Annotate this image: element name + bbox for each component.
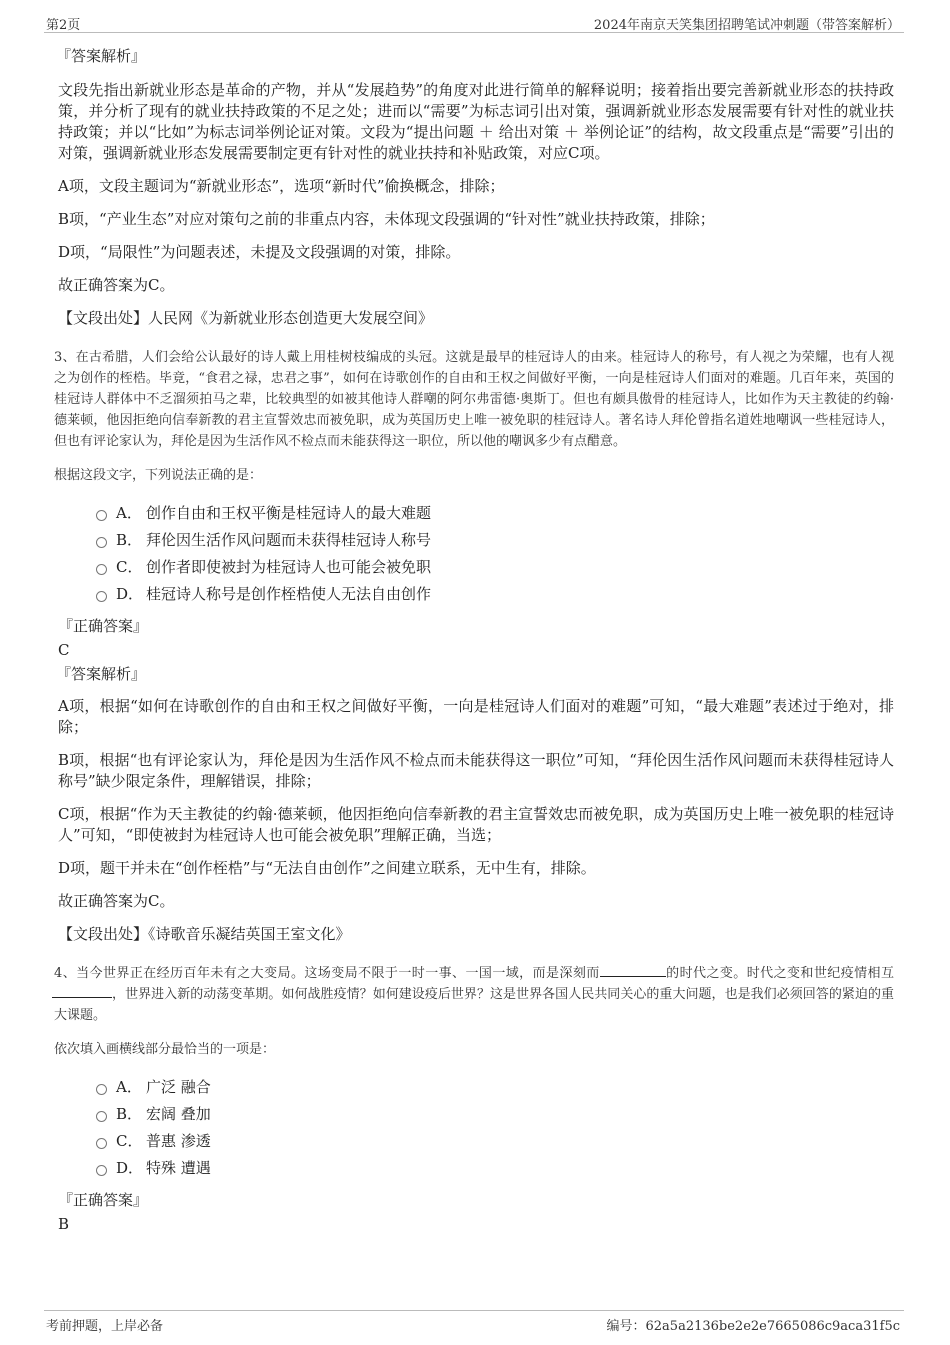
q2-analysis-a: A项，文段主题词为“新就业形态”，选项“新时代”偷换概念，排除；	[58, 177, 505, 195]
q2-analysis-b: B项，“产业生态”对应对策句之前的非重点内容，未体现文段强调的“针对性”就业扶持政策，排除；	[58, 210, 715, 228]
q3-option-d[interactable]	[96, 581, 894, 608]
blank-2	[52, 985, 112, 998]
footer-slogan: 考前押题，上岸必备	[46, 1319, 164, 1334]
option-letter: B．	[116, 531, 143, 549]
option-text: 普惠 渗透	[146, 1132, 211, 1150]
option-letter: B．	[116, 1105, 143, 1123]
page-footer	[44, 1310, 904, 1335]
option-text: 特殊 遭遇	[146, 1159, 211, 1177]
document-title: 2024年南京天笑集团招聘笔试冲刺题（带答案解析）	[593, 18, 900, 33]
option-text: 拜伦因生活作风问题而未获得桂冠诗人称号	[146, 531, 432, 549]
q3-analysis-c: C项，根据“作为天主教徒的约翰·德莱顿，他因拒绝向信奉新教的君主宣誓效忠而被免职，成为英国历史上唯一被免职的桂冠诗人”可知，“即使被封为桂冠诗人也可能会被免职”理解正确，当选；	[58, 805, 894, 844]
option-text: 创作者即使被封为桂冠诗人也可能会被免职	[146, 558, 432, 576]
q4-answer-label: 『正确答案』	[58, 1191, 149, 1209]
q4-option-b[interactable]	[96, 1101, 894, 1128]
q4-answer: B	[58, 1215, 70, 1233]
radio-icon[interactable]	[96, 510, 107, 521]
radio-icon[interactable]	[96, 564, 107, 575]
radio-icon[interactable]	[96, 1138, 107, 1149]
q3-answer-label: 『正确答案』	[58, 617, 149, 635]
q3-options	[96, 500, 894, 608]
q3-option-a[interactable]	[96, 500, 894, 527]
page-number: 第2页	[46, 18, 81, 33]
q3-analysis-d: D项，题干并未在“创作桎梏”与“无法自由创作”之间建立联系，无中生有，排除。	[58, 859, 596, 877]
q3-analysis-a: A项，根据“如何在诗歌创作的自由和王权之间做好平衡，一向是桂冠诗人们面对的难题”可知，“最大难题”表述过于绝对，排除；	[58, 697, 894, 736]
q4-stem-part2: 的时代之变。时代之变和世纪疫情相互	[665, 966, 894, 981]
q4-stem	[54, 963, 894, 1026]
option-text: 广泛 融合	[146, 1078, 211, 1096]
q4-prompt: 依次填入画横线部分最恰当的一项是：	[54, 1042, 276, 1057]
q3-option-c[interactable]	[96, 554, 894, 581]
q2-analysis-summary: 文段先指出新就业形态是革命的产物，并从“发展趋势”的角度对此进行简单的解释说明；接着指出要完善新就业形态的扶持政策，并分析了现有的就业扶持政策的不足之处；进而以“需要”为标志词引出对策，强调新就业形态发展需要有针对性的就业扶持政策；并以“比如”为标志词举例论证对策。文段为“提出问题 ＋ 给出对策 ＋ 举例论证”的结构，故文段重点是“需要”引出的对策，强调新就业形态发展需要制定更有针对性的就业扶持和补贴政策，对应C项。	[58, 81, 894, 162]
option-text: 宏阔 叠加	[146, 1105, 211, 1123]
option-letter: C．	[116, 1132, 143, 1150]
document-body	[56, 46, 894, 1238]
q3-analysis-label: 『答案解析』	[56, 665, 147, 683]
q3-answer: C	[58, 641, 70, 659]
q3-source: 【文段出处】《诗歌音乐凝结英国王室文化》	[58, 925, 351, 943]
q3-stem: 3、在古希腊，人们会给公认最好的诗人戴上用桂树枝编成的头冠。这就是最早的桂冠诗人的由来。桂冠诗人的称号，有人视之为荣耀，也有人视之为创作的桎梏。毕竟，“食君之禄，忠君之事”，如何在诗歌创作的自由和王权之间做好平衡，一向是桂冠诗人们面对的难题。几百年来，英国的桂冠诗人群体中不乏溜须拍马之辈，比较典型的如被其他诗人群嘲的阿尔弗雷德·奥斯丁。但也有颇具傲骨的桂冠诗人，比如作为天主教徒的约翰·德莱顿，他因拒绝向信奉新教的君主宣誓效忠而被免职，成为英国历史上唯一被免职的桂冠诗人。著名诗人拜伦曾指名道姓地嘲讽一些桂冠诗人，但也有评论家认为，拜伦是因为生活作风不检点而未能获得这一职位，所以他的嘲讽多少有点醋意。	[54, 350, 894, 449]
radio-icon[interactable]	[96, 537, 107, 548]
option-letter: A．	[116, 504, 142, 522]
q2-conclusion: 故正确答案为C。	[58, 276, 175, 294]
document-id: 编号：62a5a2136be2e2e7665086c9aca31f5c	[606, 1319, 900, 1334]
option-text: 创作自由和王权平衡是桂冠诗人的最大难题	[146, 504, 432, 522]
page-header	[44, 12, 904, 33]
option-letter: A．	[116, 1078, 142, 1096]
option-letter: D．	[116, 585, 144, 603]
option-letter: C．	[116, 558, 143, 576]
radio-icon[interactable]	[96, 591, 107, 602]
q3-prompt: 根据这段文字，下列说法正确的是：	[54, 468, 263, 483]
q3-option-b[interactable]	[96, 527, 894, 554]
q4-option-d[interactable]	[96, 1155, 894, 1182]
radio-icon[interactable]	[96, 1111, 107, 1122]
q4-stem-part1: 4、当今世界正在经历百年未有之大变局。这场变局不限于一时一事、一国一域，而是深刻而	[54, 966, 600, 981]
q4-stem-part3: ，世界进入新的动荡变革期。如何战胜疫情？如何建设疫后世界？这是世界各国人民共同关心的重大问题，也是我们必须回答的紧迫的重大课题。	[54, 987, 894, 1023]
option-letter: D．	[116, 1159, 144, 1177]
radio-icon[interactable]	[96, 1165, 107, 1176]
q2-source: 【文段出处】人民网《为新就业形态创造更大发展空间》	[58, 309, 434, 327]
q4-option-a[interactable]	[96, 1074, 894, 1101]
q2-analysis-d: D项，“局限性”为问题表述，未提及文段强调的对策，排除。	[58, 243, 461, 261]
q2-analysis-label: 『答案解析』	[56, 47, 147, 65]
radio-icon[interactable]	[96, 1084, 107, 1095]
q3-conclusion: 故正确答案为C。	[58, 892, 175, 910]
option-text: 桂冠诗人称号是创作桎梏使人无法自由创作	[146, 585, 432, 603]
blank-1	[600, 964, 666, 977]
q4-option-c[interactable]	[96, 1128, 894, 1155]
q4-options	[96, 1074, 894, 1182]
q3-analysis-b: B项，根据“也有评论家认为，拜伦是因为生活作风不检点而未能获得这一职位”可知，“拜伦因生活作风问题而未获得桂冠诗人称号”缺少限定条件，理解错误，排除；	[58, 751, 894, 790]
